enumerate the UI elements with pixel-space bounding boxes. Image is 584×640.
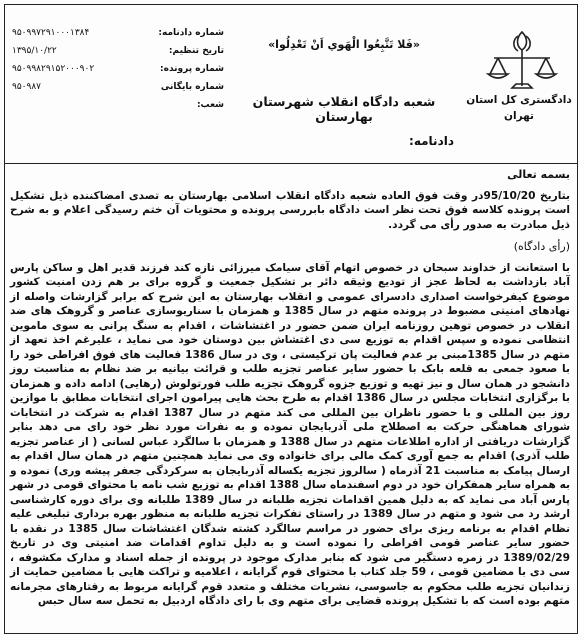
- header-quote: «فَلا تَتَّبِعُوا الْهَوي اَنْ تَعْدِلُوا»: [268, 38, 420, 51]
- archive-number-label: شماره بایگانی شعب:: [160, 82, 224, 110]
- verdict-title: دادنامه:: [409, 134, 454, 148]
- verdict-number-label: شماره دادنامه:: [158, 28, 224, 38]
- main-paragraph: با استعانت از خداوند سبحان در خصوص اتهام آقای سیامک میرزائی تازه کند فرزند قدیر اهل و ساکن پارس آباد بازداشت به لحاظ عجز از تودیع وثیقه دائر بر تشکیل جمعیت و گروه برای بر هم زدن امنیت کشور موضوع کیفرخواست اصداری دادسرای عمومی و انقلاب بهارستان به این شرح که برابر گزارشات واصله از نهادهای امنیتی مضبوط در پرونده متهم در سال 1385 و همزمان با سناریوسازی عناصر و گروهک های ضد انقلاب در خصوص توهین روزنامه ایران ضمن حضور در اغتشاشات ، اقدام به سنگ پرانی به سوی ماموین انتظامی نموده و سپس اقدام به توزیع سی دی اغتشاش بین دوستان خود می نماید ، علیرغم اخذ تعهد از متهم در سال 1385مبنی بر عدم فعالیت پان ترکیستی ، وی در سال 1386 فعالیت های فوق افراطی خود را با صعود جمعی به قلعه بابک با حضور سایر عناصر تجزیه طلب و قرائت بیانیه بر ضد نظام به مناسبت روز دانشجو در همان سال و نیز تهیه و توزیع جزوه گروهک تجزیه طلب فورتولوش (رهایی) ادامه داده و همزمان با برگزاری انتخابات مجلس در سال 1386 اقدام به طرح بحث هایی پیرامون اجرای انتخابات مطابق با موازین روز بین المللی و با حضور ناظران بین المللی می کند متهم در سال 1387 اقدام به شرکت در انتخابات شورای هماهنگی حرکت به اصطلاح ملی آذربایجان نموده و به نفرات مورد نظر خود رای می دهد بنابر گزارشات دریافتی از اداره اطلاعات متهم در سال 1388 و همزمان با سالگرد عباس لسانی ( از عناصر تجزیه طلب آذری) اقدام به جمع آوری کمک مالی برای خانواده وی می نماید همچنین متهم در همان سال اقدام به ارسال پیامک به مناسبت 21 آذرماه ( سالروز تجزیه یکساله آذربایجان به سرکردگی جعفر پیشه وری) نموده و به همراه سایر همفکران خود در دوم اسفندماه سال 1388 اقدام به توزیع شب نامه با محتوای قومی در شهر پارس آباد می نماید که به دلیل همین اقدامات تجزیه طلبانه در سال 1389 طلبانه وی برای دوره کارشناسی ارشد رد می شود و متهم در سال 1389 در راستای تفکرات تجزیه طلبانه به منظور بهره برداری تبلیغی علیه نظام اقدام به برنامه ریزی برای حضور در مراسم سالگرد کشته شدگان اغتشاشات سال 1385 در نقده با حضور سایر عناصر قومی افراطی را نموده است و به دلیل تداوم اقدامات ضد امنیتی وی در تاریخ 1389/02/29 در زمره دستگیر می شود که بنابر مدارک موجود در پرونده از جمله اسناد و مدارک مکشوفه ، سی دی با مضامین قومی ، 59 جلد کتاب با محتوای قوم گرایانه ، اعلامیه و تراکت هایی با مضامین حمایت از زندانیان تجزیه طلب محکوم به جاسوسی، نشریات مختلف و متعدد قوم گرایانه مربوط به رفتارهای مجرمانه متهم بوده است که با تشکیل پرونده قضایی برای متهم وی با رای دادگاه اردبیل به تحمل سه سال حبس: [10, 261, 571, 607]
- department-line-1: دادگستری کل استان: [466, 94, 572, 106]
- intro-paragraph: بتاریخ 95/10/20در وقت فوق العاده شعبه دادگاه انقلاب اسلامی بهارستان به تصدی امضاکننده ذیل تشکیل است پرونده کلاسه فوق تحت نظر است دادگاه بابررسی پرونده و محتویات آن ختم رسیدگی اعلام و به شرح ذیل مبادرت به صدور رأی می گردد.: [10, 189, 570, 231]
- verdict-heading: (رأی دادگاه): [513, 240, 570, 253]
- department-line-2: تهران: [504, 110, 534, 122]
- issue-date-label: تاریخ تنظیم:: [168, 46, 224, 56]
- issue-date-value: ۱۳۹۵/۱۰/۲۲: [12, 46, 57, 56]
- department-name: [459, 92, 579, 124]
- basmala: بسمه تعالی: [507, 168, 570, 181]
- judiciary-emblem-icon: [472, 26, 572, 96]
- reference-labels: [139, 24, 224, 114]
- case-number-value: ۹۵۰۹۹۸۲۹۱۵۲۰۰۰۹۰۲: [12, 64, 95, 74]
- reference-values: [12, 24, 132, 96]
- document-header: [4, 4, 578, 164]
- verdict-number-value: ۹۵۰۹۹۷۲۹۱۰۰۰۱۳۸۴: [12, 28, 90, 38]
- court-name: شعبه دادگاه انقلاب شهرستان بهارستان: [252, 94, 436, 124]
- archive-number-value: ۹۵۰۹۸۷: [12, 82, 42, 92]
- document-body: [10, 168, 570, 609]
- case-number-label: شماره پرونده:: [160, 64, 224, 74]
